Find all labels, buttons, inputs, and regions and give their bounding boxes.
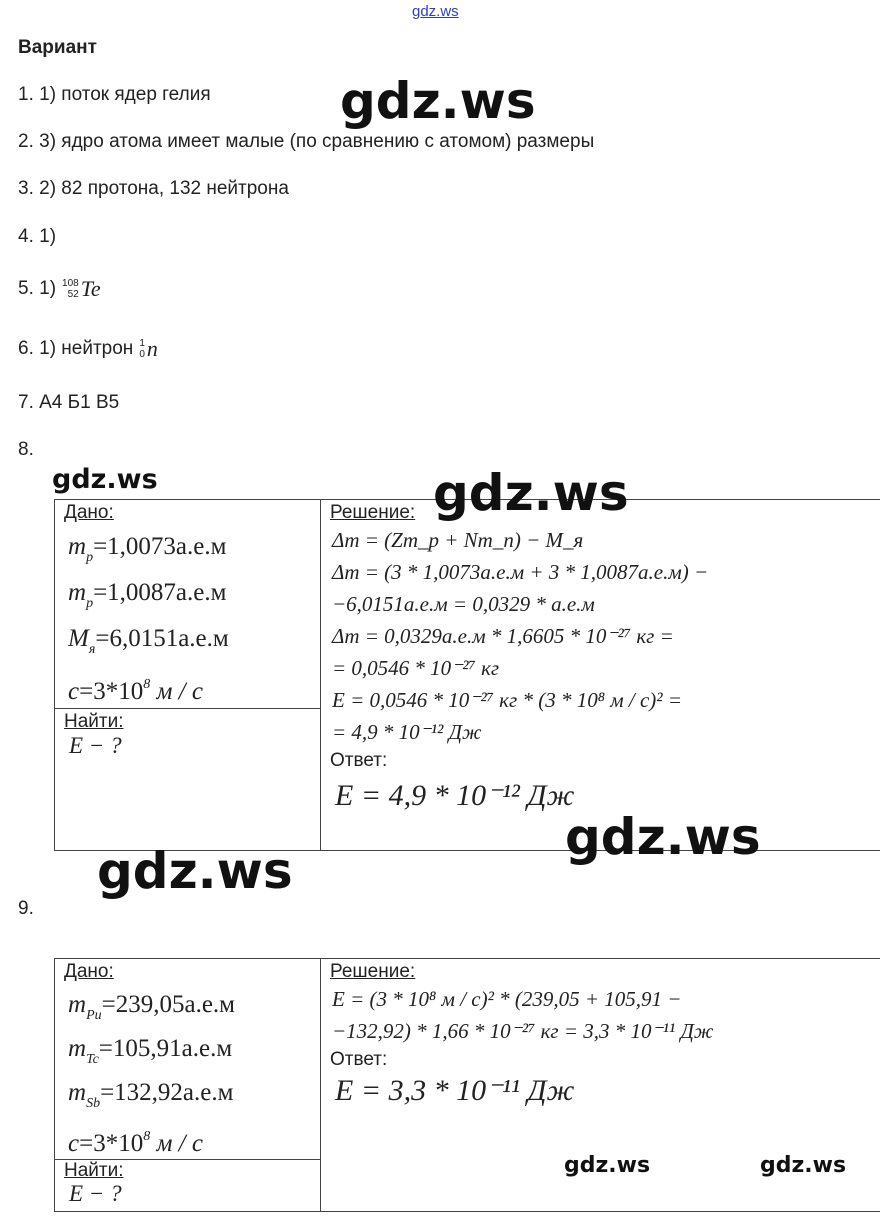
task-8-given-label: Дано:	[64, 502, 114, 523]
task-8-solution-label: Решение:	[330, 502, 416, 523]
given-var: m	[68, 1079, 87, 1106]
watermark-5: gdz.ws	[97, 842, 293, 900]
watermark-1: gdz.ws	[340, 72, 536, 130]
given-value: =6,0151а.е.м	[95, 625, 229, 652]
given-sub: Pu	[86, 1008, 102, 1023]
task-8-solution-line-6: E = 0,0546 * 10⁻²⁷ кг * (3 * 10⁸ м / c)² =	[332, 688, 683, 712]
answer-3: 3. 2) 82 протона, 132 нейтрона	[18, 178, 289, 199]
given-value: =239,05а.е.м	[101, 991, 235, 1018]
given-value: =3*10	[79, 1130, 144, 1157]
given-var: m	[68, 991, 87, 1018]
task-8-given-3	[68, 616, 320, 662]
isotope-te-symbol: Te	[80, 276, 101, 301]
watermark-7: gdz.ws	[760, 1153, 847, 1178]
answer-5	[18, 276, 101, 302]
page-title: Вариант	[18, 37, 97, 58]
task-8-solution-line-4: Δm = 0,0329а.е.м * 1,6605 * 10⁻²⁷ кг =	[332, 624, 674, 648]
task-9-given-1	[68, 983, 320, 1027]
task-9-find-cell	[55, 1160, 321, 1212]
task-9-given-label: Дано:	[64, 961, 114, 982]
isotope-te-charge: 52	[67, 289, 79, 300]
task-8-find-cell	[55, 709, 321, 851]
task-9-solution-label: Решение:	[330, 961, 416, 982]
task-9-answer-label: Ответ:	[330, 1049, 388, 1070]
task-9-answer: E = 3,3 * 10⁻¹¹ Дж	[335, 1074, 575, 1107]
isotope-neutron-symbol: n	[146, 336, 158, 361]
task-8-number: 8.	[18, 439, 34, 460]
given-sub: p	[86, 550, 94, 565]
task-9-given-3	[68, 1071, 320, 1115]
given-var: c	[68, 678, 80, 705]
answer-1: 1. 1) поток ядер гелия	[18, 84, 211, 105]
task-9-find-label: Найти:	[64, 1160, 124, 1181]
answer-2: 2. 3) ядро атома имеет малые (по сравнению с атомом) размеры	[18, 131, 595, 152]
task-8-find: E − ?	[69, 733, 122, 758]
isotope-neutron	[139, 336, 158, 362]
given-sub: Tc	[86, 1052, 99, 1067]
given-var: M	[68, 625, 89, 652]
answer-6-text: 6. 1) нейтрон	[18, 338, 134, 360]
task-9-given-cell	[55, 959, 321, 1160]
given-sub: p	[86, 596, 94, 611]
answer-7: 7. А4 Б1 В5	[18, 392, 120, 413]
answer-6	[18, 336, 158, 362]
answer-4: 4. 1)	[18, 226, 57, 247]
task-8-solution-cell	[321, 500, 880, 851]
task-8-solution-line-7: = 4,9 * 10⁻¹² Дж	[332, 720, 482, 744]
given-value: =132,92а.е.м	[100, 1079, 234, 1106]
task-8-given-4	[68, 662, 320, 708]
task-9-solution-line-2: −132,92) * 1,66 * 10⁻²⁷ кг = 3,3 * 10⁻¹¹ Дж	[332, 1019, 714, 1043]
watermark-6: gdz.ws	[564, 1153, 651, 1178]
given-var: m	[68, 1035, 87, 1062]
task-9-table	[54, 958, 880, 1212]
given-value: =1,0087а.е.м	[93, 579, 227, 606]
given-var: m	[68, 579, 87, 606]
isotope-te	[62, 276, 101, 302]
given-var: m	[68, 533, 87, 560]
task-8-table	[54, 499, 880, 851]
given-sub: Sb	[86, 1096, 101, 1111]
given-var: c	[68, 1130, 80, 1157]
task-8-solution-line-2: Δm = (3 * 1,0073а.е.м + 3 * 1,0087а.е.м) −	[332, 560, 709, 584]
task-8-solution-line-3: −6,0151а.е.м = 0,0329 * а.е.м	[332, 592, 595, 616]
task-8-find-label: Найти:	[64, 711, 124, 732]
given-unit: м / c	[156, 678, 203, 705]
task-8-given-cell	[55, 500, 321, 709]
isotope-neutron-charge: 0	[139, 349, 145, 360]
task-8-solution-line-5: = 0,0546 * 10⁻²⁷ кг	[332, 656, 500, 680]
given-sup: 8	[143, 1129, 151, 1144]
task-9-find: E − ?	[69, 1181, 122, 1206]
header-site-link[interactable]: gdz.ws	[412, 3, 459, 20]
given-value: =3*10	[79, 678, 144, 705]
task-9-given-2	[68, 1027, 320, 1071]
watermark-4: gdz.ws	[565, 808, 761, 866]
given-unit: м / c	[156, 1130, 203, 1157]
given-sup: 8	[143, 677, 151, 692]
isotope-neutron-mass: 1	[139, 338, 145, 349]
watermark-2: gdz.ws	[52, 464, 158, 495]
task-9-number: 9.	[18, 898, 34, 919]
given-value: =105,91а.е.м	[98, 1035, 233, 1062]
task-8-answer-label: Ответ:	[330, 750, 388, 771]
task-8-solution-line-1: Δm = (Zm_p + Nm_n) − M_я	[332, 528, 584, 552]
task-8-given-2	[68, 570, 320, 616]
task-8-answer: E = 4,9 * 10⁻¹² Дж	[335, 779, 575, 812]
isotope-te-mass: 108	[62, 278, 79, 289]
given-sub: я	[88, 642, 96, 657]
answer-5-text: 5. 1)	[18, 278, 57, 300]
task-8-given-1	[68, 524, 320, 570]
task-9-given-4	[68, 1115, 320, 1159]
watermark-3: gdz.ws	[433, 464, 629, 522]
task-9-solution-line-1: E = (3 * 10⁸ м / c)² * (239,05 + 105,91 −	[332, 987, 682, 1011]
given-value: =1,0073а.е.м	[93, 533, 227, 560]
